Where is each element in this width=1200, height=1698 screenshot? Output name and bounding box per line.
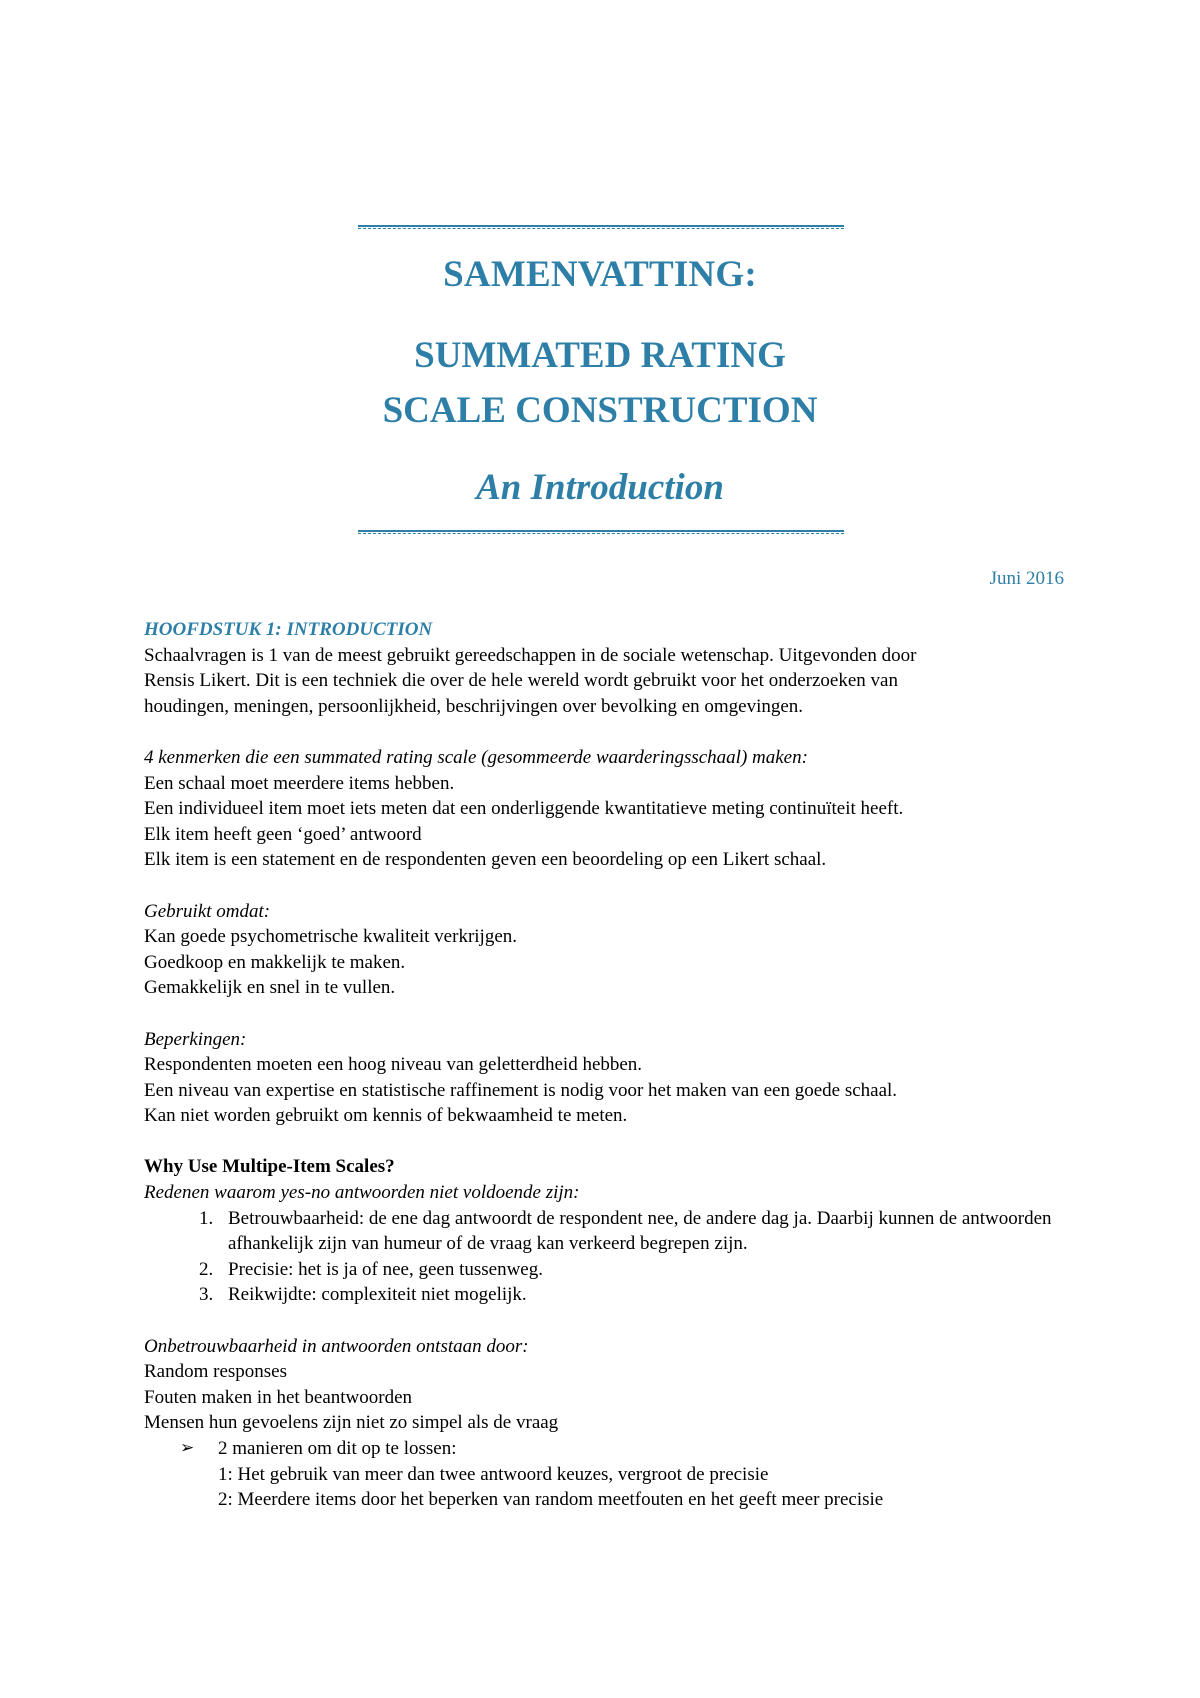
document-title: SAMENVATTING: [443, 254, 757, 295]
beperking-item: Een niveau van expertise en statistische raffinement is nodig voor het maken van een goede schaal. [144, 1079, 898, 1101]
spacer [144, 719, 1084, 745]
onbetrouwbaarheid-item: Mensen hun gevoelens zijn niet zo simpel als de vraag [144, 1412, 559, 1434]
spacer [144, 1308, 1084, 1334]
document-subtitle-line2: SCALE CONSTRUCTION [382, 390, 818, 431]
redenen-list [144, 1206, 1084, 1308]
oplossing-bullet-text: 2 manieren om dit op te lossen: [218, 1438, 457, 1459]
reden-item: 2. Precisie: het is ja of nee, geen tussenweg. [218, 1257, 1084, 1283]
spacer [144, 1001, 1084, 1027]
intro-line: Rensis Likert. Dit is een techniek die over de hele wereld wordt gebruikt voor het onderzoeken van [144, 670, 898, 692]
oplossing-bullet [144, 1436, 1084, 1462]
gebruikt-item: Kan goede psychometrische kwaliteit verkrijgen. [144, 926, 518, 948]
kenmerk-item: Een individueel item moet iets meten dat een onderliggende kwantitatieve meting continuïteit heeft. [144, 798, 904, 820]
document-body [144, 617, 1084, 1513]
chapter-heading: HOOFDSTUK 1: INTRODUCTION [144, 619, 433, 640]
reden-item: 3. Reikwijdte: complexiteit niet mogelijk. [218, 1282, 1084, 1308]
kenmerken-heading: 4 kenmerken die een summated rating scale (gesommeerde waarderingsschaal) maken: [144, 746, 808, 768]
gebruikt-item: Gemakkelijk en snel in te vullen. [144, 977, 396, 999]
spacer [144, 873, 1084, 899]
kenmerk-item: Elk item is een statement en de respondenten geven een beoordeling op een Likert schaal. [144, 849, 827, 871]
document-date: Juni 2016 [989, 568, 1064, 589]
beperking-item: Respondenten moeten een hoog niveau van geletterdheid hebben. [144, 1054, 643, 1076]
onbetrouwbaarheid-item: Random responses [144, 1361, 288, 1383]
why-heading: Why Use Multipe-Item Scales? [144, 1156, 395, 1178]
intro-line: houdingen, meningen, persoonlijkheid, beschrijvingen over bevolking en omgevingen. [144, 695, 804, 717]
gebruikt-heading: Gebruikt omdat: [144, 900, 271, 922]
gebruikt-item: Goedkoop en makkelijk te maken. [144, 951, 406, 973]
document-subtitle-line1: SUMMATED RATING [414, 335, 786, 376]
onbetrouwbaarheid-heading: Onbetrouwbaarheid in antwoorden ontstaan door: [144, 1335, 529, 1357]
intro-line: Schaalvragen is 1 van de meest gebruikt gereedschappen in de sociale wetenschap. Uitgevonden door [144, 644, 917, 666]
spacer [144, 1129, 1084, 1155]
onbetrouwbaarheid-item: Fouten maken in het beantwoorden [144, 1386, 413, 1408]
beperking-item: Kan niet worden gebruikt om kennis of bekwaamheid te meten. [144, 1105, 628, 1127]
beperkingen-heading: Beperkingen: [144, 1028, 247, 1050]
title-bottom-rule [358, 530, 844, 534]
oplossing-item: 1: Het gebruik van meer dan twee antwoord keuzes, vergroot de precisie [218, 1463, 769, 1485]
reden-item: 1. Betrouwbaarheid: de ene dag antwoordt de respondent nee, de andere dag ja. Daarbij kunnen de antwoorden afhankelijk zijn van humeur of de vraag kan verkeerd begrepen zijn. [218, 1206, 1084, 1257]
arrow-bullet-icon: ➢ [180, 1438, 195, 1458]
kenmerk-item: Een schaal moet meerdere items hebben. [144, 772, 455, 794]
oplossing-item: 2: Meerdere items door het beperken van random meetfouten en het geeft meer precisie [218, 1489, 884, 1511]
redenen-heading: Redenen waarom yes-no antwoorden niet voldoende zijn: [144, 1182, 580, 1204]
document-subtitle-italic: An Introduction [476, 467, 724, 508]
title-top-rule [358, 225, 844, 229]
kenmerk-item: Elk item heeft geen ‘goed’ antwoord [144, 823, 422, 845]
